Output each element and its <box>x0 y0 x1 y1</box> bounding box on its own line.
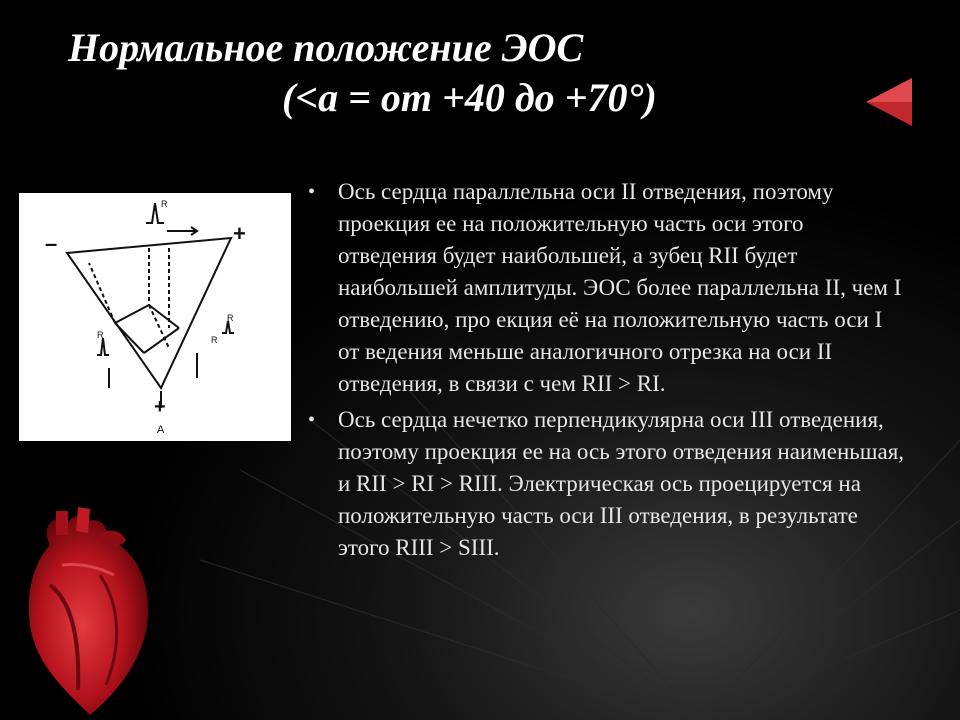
bullet-text: Ось сердца нечетко перпендикулярна оси III отведения, поэтому проекция ее на ось этого отведения наименьшая, и RII > RI > RIII. Электрическая ось проецируется на положительную часть оси III отведения, в результате этого RIII > SIII. <box>338 407 905 560</box>
slide-subtitle-angle: (<a = от +40 до +70°) <box>282 75 657 120</box>
einthoven-triangle-diagram <box>19 193 291 441</box>
plus-sign-right: + <box>233 221 246 246</box>
bullet-list <box>308 176 908 568</box>
diagram-letter-a: A <box>157 424 165 436</box>
heart-illustration <box>10 505 160 720</box>
bullet-dot-icon: • <box>308 409 316 431</box>
bullet-item <box>308 176 908 400</box>
lead-label-r-inner: R <box>211 335 218 345</box>
slide-title: Нормальное положение ЭОС <box>68 25 584 70</box>
bullet-dot-icon: • <box>308 181 316 203</box>
triangle-outline <box>67 238 231 388</box>
bullet-item <box>308 404 908 564</box>
lead-label-r-top: R <box>161 199 168 209</box>
lead-label-r-left: R <box>97 330 104 340</box>
lead-label-r-right: R <box>227 313 234 323</box>
previous-slide-arrow-icon[interactable] <box>862 74 918 130</box>
bullet-text: Ось сердца параллельна оси II отведения, поэтому проекция ее на положительную часть оси этого отведения будет наибольшей, а зубец RII будет наибольшей амплитуды. ЭОС более параллельна II, чем I отведению, про екция её на положительную часть оси I от ведения меньше аналогичного отрезка на оси II отведения, в связи с чем RII > RI. <box>338 179 902 396</box>
plus-sign-bottom: + <box>154 396 166 418</box>
triangle-figure <box>19 193 291 441</box>
minus-sign-left: – <box>45 231 58 256</box>
